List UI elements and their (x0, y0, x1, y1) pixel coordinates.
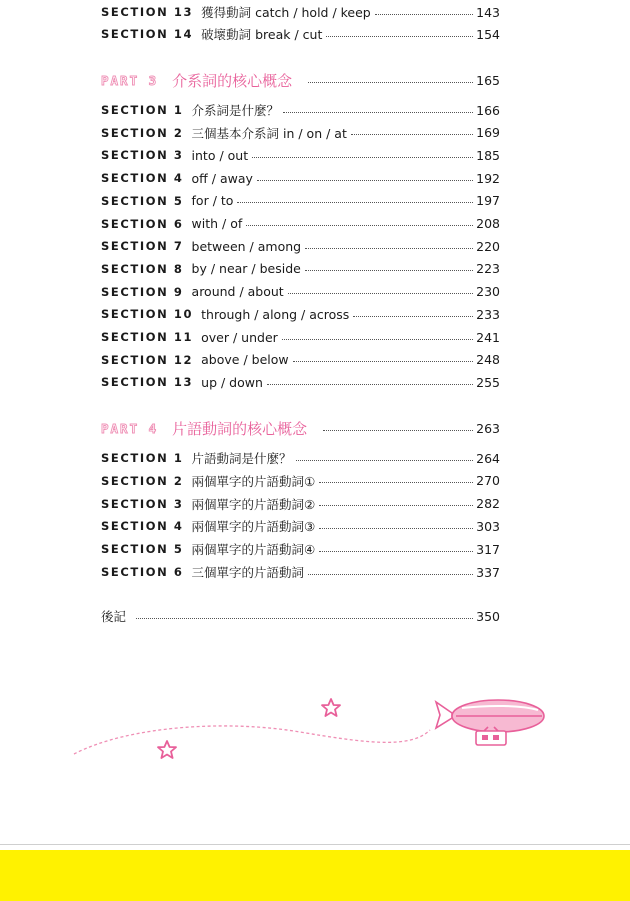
toc-row[interactable] (101, 471, 500, 491)
dot-leader (326, 35, 473, 37)
toc-row[interactable] (101, 282, 500, 302)
star-icon (322, 699, 340, 716)
toc-row[interactable] (101, 448, 500, 468)
section-label: SECTION 11 (101, 330, 194, 344)
dot-leader (319, 504, 473, 506)
section-title: 獲得動詞 catch / hold / keep (201, 5, 371, 20)
page-number: 248 (476, 352, 500, 368)
section-label: SECTION 6 (101, 565, 184, 579)
section-label: SECTION 10 (101, 307, 194, 322)
toc-row[interactable] (101, 539, 500, 559)
page-number: 230 (476, 284, 500, 300)
dot-leader (308, 81, 473, 83)
page-number: 241 (476, 329, 500, 345)
section-title: for / to (191, 193, 234, 209)
section-label: SECTION 9 (101, 284, 184, 299)
section-title: 片語動詞是什麼？ (191, 451, 292, 466)
page-number: 223 (476, 261, 500, 277)
page-number: 192 (476, 170, 500, 186)
section-title: 兩個單字的片語動詞③ (191, 519, 316, 535)
toc-row[interactable] (101, 304, 500, 324)
section-label: SECTION 5 (101, 542, 184, 557)
page-number: 233 (476, 306, 500, 322)
section-label: SECTION 6 (101, 216, 184, 231)
toc-row[interactable] (101, 123, 500, 143)
afterword-row[interactable] (101, 606, 500, 626)
dot-leader (319, 527, 473, 529)
section-label: SECTION 5 (101, 193, 184, 208)
dot-leader (136, 617, 473, 619)
section-title: above / below (201, 352, 289, 368)
section-label: SECTION 14 (101, 27, 194, 41)
dot-leader (267, 383, 473, 385)
page-number: 337 (476, 564, 500, 580)
section-label: SECTION 12 (101, 352, 194, 367)
dot-leader (308, 573, 473, 575)
section-title: off / away (191, 170, 253, 186)
part-label: PART 3 (101, 72, 159, 88)
dot-leader (246, 224, 473, 226)
section-label: SECTION 3 (101, 496, 184, 511)
dot-leader (353, 315, 473, 317)
section-title: through / along / across (201, 306, 350, 322)
dot-leader (319, 481, 473, 483)
page-number: 169 (476, 125, 500, 141)
part-label: PART 4 (101, 420, 159, 436)
dot-leader (237, 201, 473, 203)
toc-row[interactable] (101, 327, 500, 347)
section-title: 兩個單字的片語動詞④ (191, 542, 316, 558)
dot-leader (351, 133, 473, 135)
dot-leader (305, 247, 473, 249)
section-label: SECTION 13 (101, 375, 194, 390)
page-number: 197 (476, 193, 500, 209)
star-icon (158, 741, 176, 758)
page-number: 185 (476, 147, 500, 163)
page-number: 220 (476, 238, 500, 254)
section-title: between / among (191, 238, 302, 254)
part-4-heading[interactable] (101, 417, 500, 439)
section-title: into / out (191, 147, 249, 163)
dot-leader (283, 111, 473, 113)
page-number: 263 (476, 420, 500, 436)
page-number: 350 (476, 608, 500, 624)
toc-row[interactable] (101, 350, 500, 370)
toc-row[interactable] (101, 24, 500, 44)
toc-row[interactable] (101, 214, 500, 234)
section-label: SECTION 4 (101, 519, 184, 534)
page-number: 255 (476, 374, 500, 390)
section-label: SECTION 7 (101, 239, 184, 254)
section-label: SECTION 13 (101, 5, 194, 19)
dot-leader (296, 459, 474, 461)
page-number: 317 (476, 541, 500, 557)
toc-row[interactable] (101, 2, 500, 22)
section-title: with / of (191, 216, 243, 231)
toc-row[interactable] (101, 191, 500, 211)
section-title: up / down (201, 374, 263, 390)
toc-row[interactable] (101, 168, 500, 188)
footer-divider (0, 844, 630, 845)
dashed-flight-path (74, 726, 430, 754)
section-title: 兩個單字的片語動詞① (191, 473, 316, 489)
section-title: 破壞動詞 break / cut (201, 27, 323, 42)
section-title: 兩個單字的片語動詞② (191, 496, 316, 512)
dot-leader (323, 429, 473, 431)
page-number: 166 (476, 102, 500, 118)
page-number: 208 (476, 216, 500, 231)
section-label: SECTION 4 (101, 171, 184, 186)
part-3-heading[interactable] (101, 69, 500, 91)
dot-leader (257, 179, 473, 181)
page-number: 165 (476, 72, 500, 88)
toc-row[interactable] (101, 562, 500, 582)
section-label: SECTION 2 (101, 125, 184, 140)
section-title: around / about (191, 284, 284, 300)
page-number: 154 (476, 26, 500, 42)
toc-row[interactable] (101, 100, 500, 120)
page-number: 264 (476, 450, 500, 466)
toc-row[interactable] (101, 259, 500, 279)
section-title: by / near / beside (191, 261, 301, 277)
toc-row[interactable] (101, 236, 500, 256)
dot-leader (252, 156, 473, 158)
page-number: 282 (476, 496, 500, 512)
section-title: 三個基本介系詞 in / on / at (191, 125, 347, 141)
section-label: SECTION 1 (101, 103, 184, 117)
footer-bar (0, 850, 630, 901)
dot-leader (375, 13, 473, 15)
section-title: 介系詞是什麼？ (191, 103, 280, 118)
toc-row[interactable] (101, 516, 500, 536)
section-label: SECTION 1 (101, 451, 184, 465)
section-label: SECTION 2 (101, 473, 184, 488)
dot-leader (319, 550, 473, 552)
toc-row[interactable] (101, 494, 500, 514)
part-title: 片語動詞的核心概念 (172, 419, 308, 438)
page-number: 270 (476, 473, 500, 489)
dot-leader (305, 269, 473, 271)
section-title: over / under (201, 329, 278, 345)
decoration (0, 680, 630, 790)
section-title: 三個單字的片語動詞 (191, 565, 305, 580)
section-label: SECTION 8 (101, 261, 184, 276)
dot-leader (282, 338, 473, 340)
dot-leader (288, 292, 473, 294)
part-title: 介系詞的核心概念 (172, 71, 293, 90)
dot-leader (293, 360, 474, 362)
page-number: 143 (476, 4, 500, 20)
afterword-title: 後記 (101, 609, 127, 624)
toc-row[interactable] (101, 372, 500, 392)
airship-icon (436, 700, 544, 745)
toc-row[interactable] (101, 145, 500, 165)
page-number: 303 (476, 518, 500, 534)
section-label: SECTION 3 (101, 148, 184, 163)
